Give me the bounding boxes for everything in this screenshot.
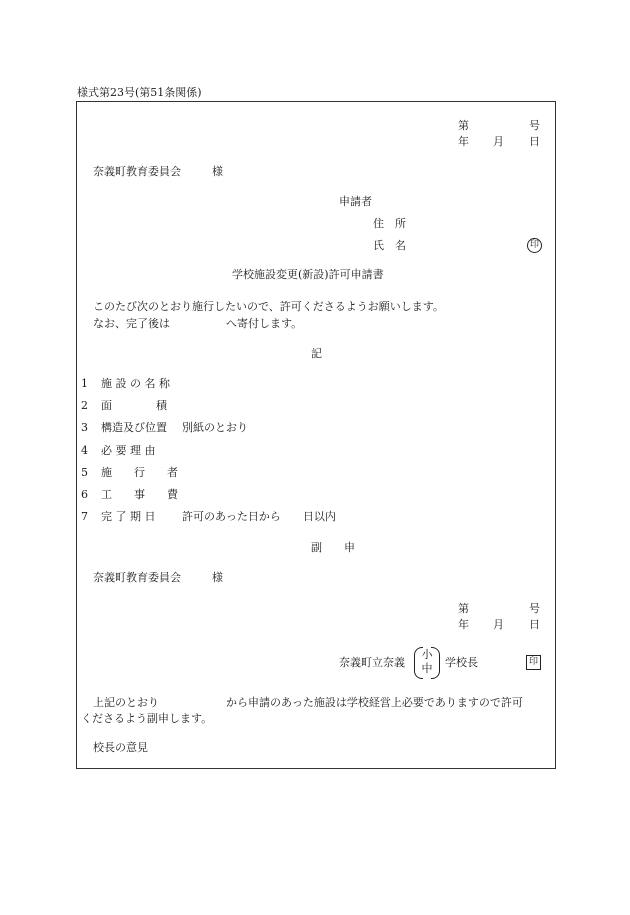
item-label: 施 設 の 名 称 [101, 377, 170, 390]
number-go: 号 [529, 119, 540, 132]
body-line-2a: なお、完了後は [93, 317, 170, 330]
item-num: 4 [81, 444, 88, 457]
fuku-line-2: くださるよう副申します。 [81, 712, 213, 725]
principal-seal: 印 [526, 655, 541, 670]
body-line-2b: へ寄付します。 [226, 317, 303, 330]
date-day: 日 [529, 135, 540, 148]
fukushin-heading: 副 申 [311, 541, 355, 554]
fuku-line-1a: 上記のとおり [93, 696, 159, 709]
address-label: 住 所 [373, 217, 406, 230]
item-label: 工 事 費 [101, 488, 178, 501]
item-num: 1 [81, 377, 88, 390]
school-prefix: 奈義町立奈義 [339, 656, 405, 669]
addressee2-name: 奈義町教育委員会 [93, 571, 181, 584]
right-paren [431, 647, 440, 679]
fuku-line-1b: から申請のあった施設は学校経営上必要でありますので許可 [226, 696, 523, 709]
item-label: 施 行 者 [101, 466, 178, 479]
item-num: 3 [81, 421, 88, 434]
item-label: 完 了 期 日 [101, 510, 156, 523]
form-frame [76, 101, 556, 769]
item-label: 必 要 理 由 [101, 444, 156, 457]
applicant-seal: 印 [527, 238, 542, 253]
school-type-bracket [414, 647, 440, 677]
addressee2-sama: 様 [212, 571, 223, 584]
school-type-chu: 中 [421, 662, 433, 675]
date2-month: 月 [493, 618, 504, 631]
date2-day: 日 [529, 618, 540, 631]
addressee-name: 奈義町教育委員会 [93, 165, 181, 178]
item-value: 許可のあった日から 日以内 [182, 510, 336, 523]
body-line-1: このたび次のとおり施行したいので、許可くださるようお願いします。 [93, 300, 444, 313]
item-num: 5 [81, 466, 88, 479]
item-value: 別紙のとおり [182, 421, 248, 434]
number2-dai: 第 [458, 602, 469, 615]
school-type-sho: 小 [421, 648, 433, 661]
item-num: 6 [81, 488, 88, 501]
applicant-title: 申請者 [339, 195, 372, 208]
date-year: 年 [458, 135, 469, 148]
number2-go: 号 [529, 602, 540, 615]
item-num: 7 [81, 510, 88, 523]
date2-year: 年 [458, 618, 469, 631]
form-label: 様式第23号(第51条関係) [77, 86, 202, 99]
principal-opinion-label: 校長の意見 [93, 741, 148, 754]
number-dai: 第 [458, 119, 469, 132]
item-label: 面 積 [101, 399, 167, 412]
addressee-sama: 様 [212, 165, 223, 178]
date-month: 月 [493, 135, 504, 148]
item-num: 2 [81, 399, 88, 412]
item-label: 構造及び位置 [101, 421, 167, 434]
ki-heading: 記 [311, 347, 322, 360]
name-label: 氏 名 [373, 239, 406, 252]
principal-suffix: 学校長 [445, 656, 478, 669]
document-title: 学校施設変更(新設)許可申請書 [232, 268, 384, 281]
